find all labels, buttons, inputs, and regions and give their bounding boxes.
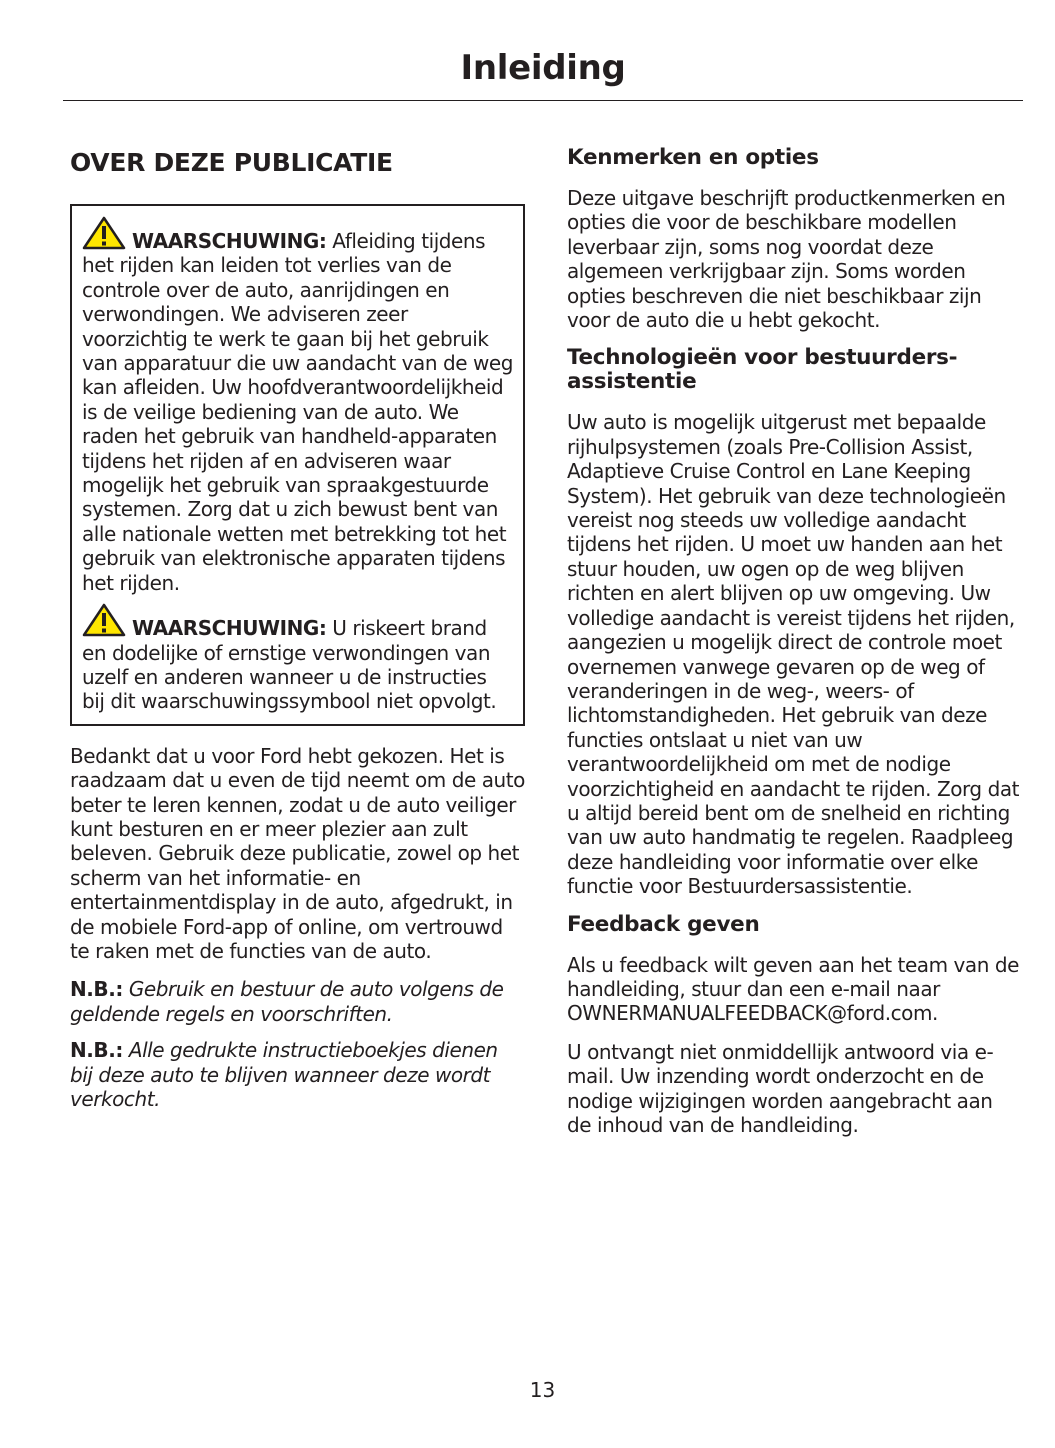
note-text: Alle gedrukte instructieboekjes dienen bij deze auto te blijven wanneer deze wordt verkocht. <box>70 1038 498 1111</box>
right-column <box>567 140 1022 1151</box>
warning-label: WAARSCHUWING: <box>132 229 327 253</box>
left-column <box>70 140 525 1123</box>
note-label: N.B.: <box>70 977 123 1002</box>
note-paragraph <box>70 1038 525 1111</box>
note-label: N.B.: <box>70 1038 123 1063</box>
driver-assist-paragraph: Uw auto is mogelijk uitgerust met bepaalde rijhulpsystemen (zoals Pre-Collision Assist, Adaptieve Cruise Control en Lane Keeping System). Het gebruik van deze technologieën vereist nog steeds uw volledige aandacht tijdens het rijden. U moet uw handen aan het stuur houden, uw ogen op de weg blijven richten en alert blijven op uw omgeving. Uw volledige aandacht is vereist tijdens het rijden, aangezien u mogelijk direct de controle moet overnemen vanwege gevaren op de weg of veranderingen in de weg-, weers- of lichtomstandigheden. Het gebruik van deze functies ontslaat u niet van uw verantwoordelijkheid om met de nodige voorzichtigheid en aandacht te rijden. Zorg dat u altijd bereid bent om de snelheid en richting van uw auto handmatig te regelen. Raadpleeg deze handleiding voor informatie over elke functie voor Bestuurdersassistentie. <box>567 410 1020 899</box>
warning-label: WAARSCHUWING: <box>132 616 327 641</box>
feedback-response-paragraph: U ontvangt niet onmiddellijk antwoord via e-mail. Uw inzending wordt onderzocht en de nodige wijzigingen worden aangebracht aan de inhoud van de handleiding. <box>567 1039 994 1137</box>
intro-paragraph: Bedankt dat u voor Ford hebt gekozen. Het is raadzaam dat u even de tijd neemt om de auto beter te leren kennen, zodat u de auto veiliger kunt besturen en er meer plezier aan zult beleven. Gebruik deze publicatie, zowel op het scherm van het informatie- en entertainmentdisplay in de auto, afgedrukt, in de mobiele Ford-app of online, om vertrouwd te raken met de functies van de auto. <box>70 743 525 963</box>
warning-box <box>70 204 525 726</box>
warning-text: Afleiding tijdens het rijden kan leiden tot verlies van de controle over de auto, aanrijdingen en verwondingen. We adviseren zeer voorzichtig te werk te gaan bij het gebruik van apparatuur die uw aandacht van de weg kan afleiden. Uw hoofdverantwoordelijkheid is de veilige bediening van de auto. We raden het gebruik van handheld-apparaten tijdens het rijden af en adviseren waar mogelijk het gebruik van spraakgestuurde systemen. Zorg dat u zich bewust bent van alle nationale wetten met betrekking tot het gebruik van elektronische apparaten tijdens het rijden. <box>82 229 513 595</box>
page-header <box>63 44 1023 101</box>
note-text: Gebruik en bestuur de auto volgens de geldende regels en voorschriften. <box>70 977 504 1026</box>
section-title: OVER DEZE PUBLICATIE <box>70 148 393 177</box>
feedback-paragraph: Als u feedback wilt geven aan het team van de handleiding, stuur dan een e-mail naar OWNERMANUALFEEDBACK@ford.com. <box>567 952 1019 1026</box>
warning-triangle-icon <box>82 216 126 250</box>
page-number: 13 <box>529 1378 556 1402</box>
subsection-title-features: Kenmerken en opties <box>567 145 819 170</box>
subsection-title-feedback: Feedback geven <box>567 911 760 937</box>
warning-item <box>82 216 514 595</box>
features-paragraph: Deze uitgave beschrijft productkenmerken en opties die voor de beschikbare modellen leverbaar zijn, soms nog voordat deze algemeen verkrijgbaar zijn. Soms worden opties beschreven die niet beschikbaar zijn voor de auto die u hebt gekocht. <box>567 186 1006 333</box>
page-title: Inleiding <box>460 48 626 88</box>
subsection-title-driver-assist: Technologieën voor bestuurders-assistentie <box>567 345 958 395</box>
warning-text: U riskeert brand en dodelijke of ernstige verwondingen van uzelf en anderen wanneer u de instructies bij dit waarschuwingssymbool niet opvolgt. <box>82 616 497 714</box>
note-paragraph <box>70 977 525 1026</box>
warning-triangle-icon <box>82 603 126 637</box>
warning-item <box>82 603 514 714</box>
